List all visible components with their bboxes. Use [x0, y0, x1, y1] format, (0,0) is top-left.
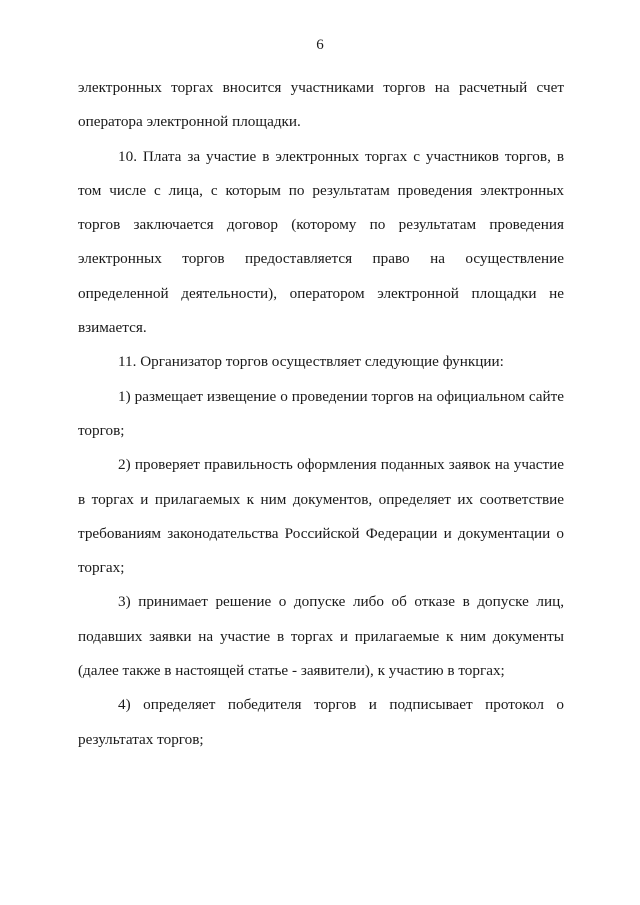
paragraph-continuation: электронных торгах вносится участниками торгов на расчетный счет оператора электронной площадки.: [78, 79, 564, 131]
paragraph-11-item-1: 1) размещает извещение о проведении торгов на официальном сайте торгов;: [78, 387, 564, 439]
paragraph-11-item-2: 2) проверяет правильность оформления поданных заявок на участие в торгах и прилагаемых к ним документов, определяет их соответствие требованиям законодательства Российской Федерации и документации о торгах;: [78, 456, 564, 577]
page-number: 6: [316, 37, 324, 53]
document-body: [78, 71, 564, 757]
paragraph-10: 10. Плата за участие в электронных торгах с участников торгов, в том числе с лица, с которым по результатам проведения электронных торгов заключается договор (которому по результатам проведения электронных торгов предоставляется право на осуществление определенной деятельности), оператором электронной площадки не взимается.: [78, 147, 564, 337]
paragraph-11-item-3: 3) принимает решение о допуске либо об отказе в допуске лиц, подавших заявки на участие в торгах и прилагаемые к ним документы (далее также в настоящей статье - заявители), к участию в торгах;: [78, 593, 564, 680]
paragraph-11-item-4: 4) определяет победителя торгов и подписывает протокол о результатах торгов;: [78, 696, 564, 748]
paragraph-11: 11. Организатор торгов осуществляет следующие функции:: [118, 353, 504, 371]
